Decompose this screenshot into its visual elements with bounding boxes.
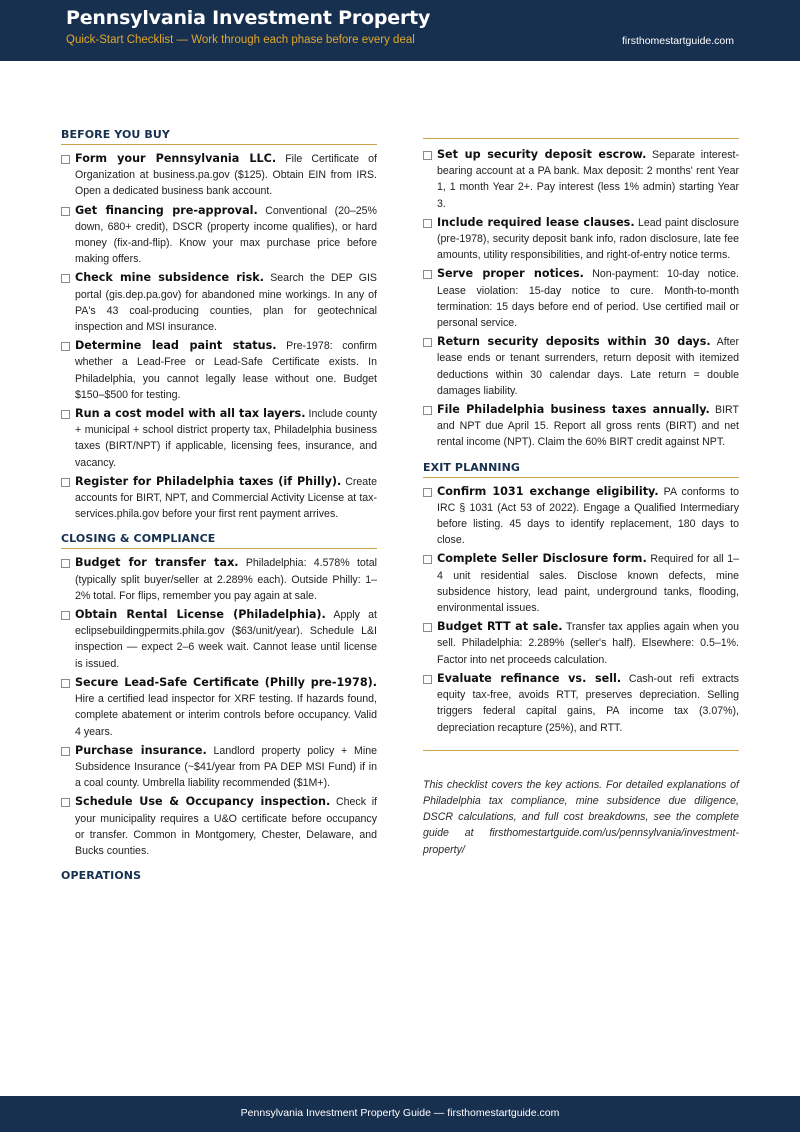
checklist-item-title: Return security deposits within 30 days.	[437, 335, 711, 349]
checklist-item	[61, 406, 377, 471]
checklist-item	[61, 794, 377, 859]
checkbox[interactable]	[423, 151, 432, 160]
checklist-item	[61, 555, 377, 604]
right-column	[423, 138, 739, 858]
checklist-item-title: Serve proper notices.	[437, 267, 584, 281]
checkbox[interactable]	[423, 406, 432, 415]
checklist-item-title: Run a cost model with all tax layers.	[75, 407, 306, 421]
checklist-item-title: Get financing pre-approval.	[75, 203, 258, 217]
checklist-item-title: Purchase insurance.	[75, 743, 207, 757]
checklist-item	[61, 474, 377, 523]
checkbox[interactable]	[423, 270, 432, 279]
checklist-item-title: Budget RTT at sale.	[437, 620, 563, 634]
checklist-item	[61, 151, 377, 200]
checkbox[interactable]	[61, 410, 70, 419]
checklist-item-title: Evaluate refinance vs. sell.	[437, 671, 622, 685]
checklist-item-title: Confirm 1031 exchange eligibility.	[437, 484, 659, 498]
checkbox[interactable]	[423, 219, 432, 228]
checklist-item-title: Register for Philadelphia taxes (if Philly).	[75, 474, 342, 488]
checkbox[interactable]	[61, 478, 70, 487]
checklist-item-text: Create accounts for BIRT, NPT, and Commercial Activity License at tax-services.phila.gov before your first rent payment arrives.	[75, 475, 378, 521]
section-title-before-you-buy: BEFORE YOU BUY	[61, 128, 377, 145]
checkbox[interactable]	[423, 675, 432, 684]
checklist-item-title: Schedule Use & Occupancy inspection.	[75, 795, 331, 809]
list-operations	[423, 147, 739, 451]
checklist-item-text: BIRT and NPT due April 15. Report all gross rents (BIRT) and net rental income (NPT). Claim the 60% BIRT credit against NPT.	[437, 404, 739, 449]
list-closing	[61, 555, 377, 859]
left-column	[61, 128, 377, 891]
section-divider	[423, 138, 739, 139]
checkbox[interactable]	[61, 559, 70, 568]
checklist-item	[61, 338, 377, 403]
page-footer: Pennsylvania Investment Property Guide — firsthomestartguide.com	[0, 1096, 800, 1132]
checkbox[interactable]	[61, 798, 70, 807]
checklist-item-title: Determine lead paint status.	[75, 339, 277, 353]
checkbox[interactable]	[423, 488, 432, 497]
list-before-you-buy	[61, 151, 377, 522]
checklist-item-title: Check mine subsidence risk.	[75, 271, 264, 285]
checklist-item-title: Include required lease clauses.	[437, 215, 635, 229]
checklist-item-text: PA conforms to IRC § 1031 (Act 53 of 2022). Engage a Qualified Intermediary before listing. 45 days to identify replacement, 180 days to close.	[437, 485, 740, 547]
checkbox[interactable]	[61, 679, 70, 688]
checklist-item	[61, 203, 377, 268]
section-divider	[423, 750, 739, 751]
checklist-item	[61, 607, 377, 672]
checklist-item-text: Lead paint disclosure (pre-1978), security deposit bank info, radon disclosure, late fee amounts, utility responsibilities, and right-of-entry notice terms.	[437, 216, 740, 262]
page-header	[0, 0, 800, 61]
checklist-item	[423, 402, 739, 451]
checklist-item-title: Set up security deposit escrow.	[437, 148, 647, 161]
checklist-item	[61, 675, 377, 740]
list-exit	[423, 484, 739, 736]
page-subtitle: Quick-Start Checklist — Work through each phase before every deal	[66, 34, 415, 46]
checklist-item	[423, 671, 739, 736]
checklist-item-title: Budget for transfer tax.	[75, 556, 239, 570]
checkbox[interactable]	[61, 274, 70, 283]
checklist-item-text: Pre-1978: confirm whether a Lead-Free or Lead-Safe Certificate exists. In Philadelphia, you cannot legally lease without one. Budget $150–$500 for testing.	[75, 340, 377, 401]
checkbox[interactable]	[423, 623, 432, 632]
checklist-item	[423, 619, 739, 668]
checklist-item-text: Landlord property policy + Mine Subsidence Insurance (~$41/year from PA DEP MSI Fund) if in a coal county. Umbrella liability recommended ($1M+).	[75, 744, 377, 790]
checklist-item	[423, 215, 739, 264]
checklist-item-text: Hire a certified lead inspector for XRF testing. If hazards found, complete abatement or interim controls before occupancy. Valid 4 years.	[75, 693, 377, 738]
section-title-operations: OPERATIONS	[61, 869, 142, 883]
checklist-item	[423, 484, 739, 549]
checklist-item-text: Conventional (20–25% down, 680+ credit), DSCR (property income qualifies), or hard money (fix-and-flip). Know your max purchase price before making offers.	[75, 204, 377, 266]
checklist-item-text: Transfer tax applies again when you sell. Philadelphia: 2.289% (seller's half). Elsewhere: 0.5–1%. Factor into net proceeds calculation.	[437, 621, 740, 666]
header-site-link[interactable]: firsthomestartguide.com	[621, 35, 734, 47]
checklist-item-text: Apply at eclipsebuildingpermits.phila.gov ($63/unit/year). Schedule L&I inspection — expect 2–6 week wait. Cannot lease until license is issued.	[75, 609, 378, 670]
checklist-item	[61, 270, 377, 335]
checklist-item-text: Non-payment: 10-day notice. Lease violation: 15-day notice to cure. Month-to-month termination: 15 days before end of period. Use certified mail or personal service.	[437, 268, 739, 330]
checklist-item	[423, 551, 739, 616]
checklist-item	[423, 334, 739, 399]
checklist-item-text: Separate interest-bearing account at a PA bank. Max deposit: 2 months' rent Year 1, 1 month Year 2+. Pay interest (less 1% admin) starting Year 3.	[437, 149, 739, 210]
checklist-item	[423, 147, 739, 212]
checklist-item-text: Check if your municipality requires a U&O certificate before occupancy or transfer. Common in Montgomery, Chester, Delaware, and Bucks counties.	[75, 796, 377, 857]
checklist-item	[61, 743, 377, 792]
checklist-item-title: File Philadelphia business taxes annually.	[437, 403, 710, 417]
checklist-item	[423, 266, 739, 331]
checklist-item-title: Form your Pennsylvania LLC.	[75, 152, 277, 165]
checkbox[interactable]	[423, 555, 432, 564]
checkbox[interactable]	[61, 747, 70, 756]
checklist-item-text: After lease ends or tenant surrenders, return deposit with itemized deductions within 30 calendar days. Late return = double damages liability.	[437, 336, 739, 397]
checkbox[interactable]	[61, 207, 70, 216]
checklist-item-text: Required for all 1–4 unit residential sales. Disclose known defects, mine subsidence history, lead paint, underground tanks, flooding, environmental issues.	[437, 553, 739, 615]
checklist-item-title: Secure Lead-Safe Certificate (Philly pre-1978).	[75, 675, 377, 689]
section-title-closing: CLOSING & COMPLIANCE	[61, 532, 377, 549]
section-title-exit: EXIT PLANNING	[423, 461, 739, 478]
checklist-item-title: Complete Seller Disclosure form.	[437, 552, 647, 566]
page-title: Pennsylvania Investment Property	[66, 7, 431, 29]
checkbox[interactable]	[61, 155, 70, 164]
checklist-item-text: Cash-out refi extracts equity tax-free, avoids RTT, preserves depreciation. Selling triggers federal capital gains, PA income tax (3.07%), depreciation recapture (25%), and RTT.	[437, 672, 739, 734]
checklist-item-text: Philadelphia: 4.578% total (typically split buyer/seller at 2.289% each). Outside Philly: 1–2% total. For flips, remember you pay again at sale.	[75, 557, 378, 602]
checklist-item-text: File Certificate of Organization at business.pa.gov ($125). Obtain EIN from IRS. Open a dedicated business bank account.	[75, 153, 377, 198]
checklist-item-title: Obtain Rental License (Philadelphia).	[75, 608, 326, 622]
checkbox[interactable]	[61, 342, 70, 351]
checklist-item-text: Include county + municipal + school district property tax, Philadelphia business taxes (BIRT/NPT) if applicable, licensing fees, insurance, and vacancy.	[75, 408, 377, 469]
checklist-item-text: Search the DEP GIS portal (gis.dep.pa.gov) for abandoned mine workings. In any of PA's 43 coal-producing counties, plan for geotechnical inspection and MSI insurance.	[75, 272, 377, 334]
checkbox[interactable]	[61, 611, 70, 620]
checkbox[interactable]	[423, 338, 432, 347]
closing-note: This checklist covers the key actions. For detailed explanations of Philadelphia tax compliance, mine subsidence due diligence, DSCR calculations, and full cost breakdowns, see the complete guide at firsthomestartguide.com/us/pennsylvania/investment-property/	[423, 778, 739, 856]
